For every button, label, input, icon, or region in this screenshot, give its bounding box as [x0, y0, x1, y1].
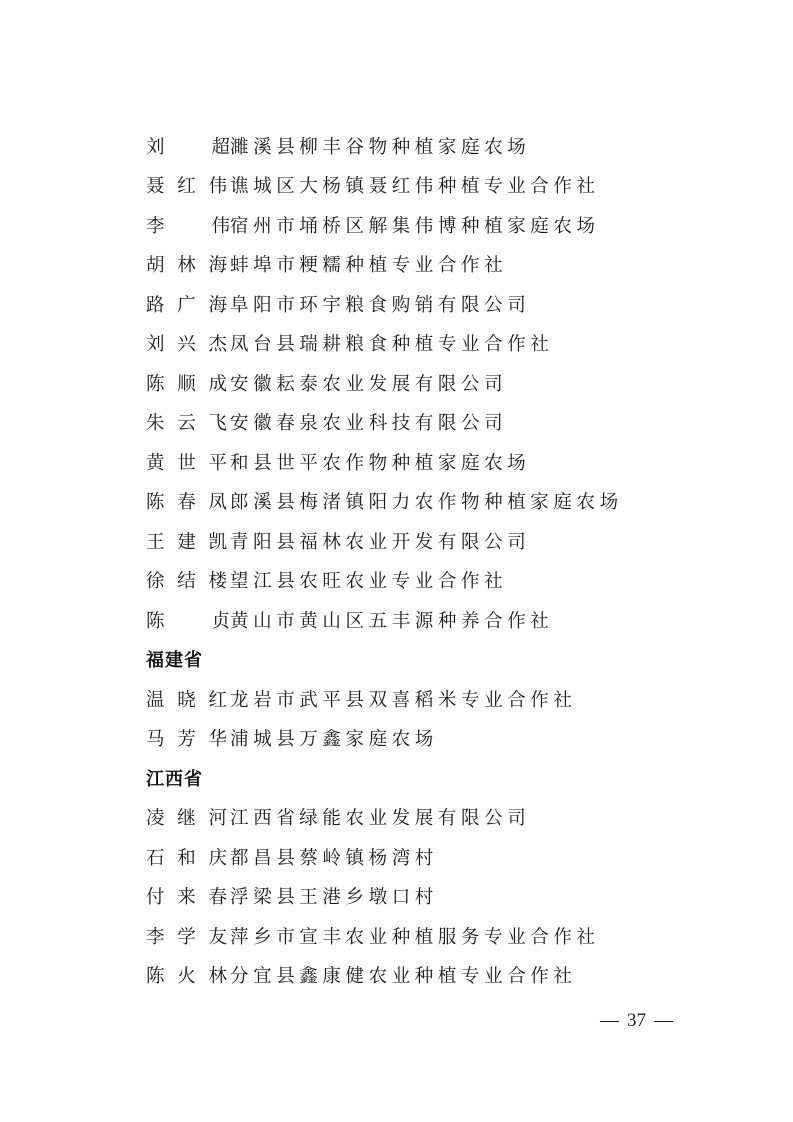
organization-name: 宿州市埇桥区解集伟博种植家庭农场	[230, 216, 600, 237]
list-item	[146, 328, 553, 358]
person-name: 王建凯	[146, 532, 230, 553]
organization-name: 郎溪县梅渚镇阳力农作物种植家庭农场	[230, 492, 623, 513]
list-item	[146, 605, 553, 635]
list-item	[146, 447, 530, 477]
list-item	[146, 842, 438, 872]
person-name: 马芳华	[146, 729, 230, 750]
organization-name: 谯城区大杨镇聂红伟种植专业合作社	[230, 176, 600, 197]
list-item	[146, 881, 438, 911]
page-number	[600, 1010, 700, 1032]
person-name: 路广海	[146, 295, 230, 316]
organization-name: 分宜县鑫康健农业种植专业合作社	[230, 966, 577, 987]
list-item	[146, 684, 577, 714]
person-name: 石和庆	[146, 848, 230, 869]
organization-name: 青阳县福林农业开发有限公司	[230, 532, 531, 553]
person-name: 温晓红	[146, 690, 230, 711]
organization-name: 蚌埠市粳糯种植专业合作社	[230, 255, 508, 276]
list-item	[146, 368, 507, 398]
person-name: 刘 超	[146, 137, 230, 158]
list-item	[146, 170, 600, 200]
person-name: 陈春凤	[146, 492, 230, 513]
list-item	[146, 210, 600, 240]
list-item	[146, 723, 438, 753]
page-number-dash-right: —	[654, 1010, 673, 1031]
page-number-value: 37	[627, 1010, 646, 1031]
organization-name: 龙岩市武平县双喜稻米专业合作社	[230, 690, 577, 711]
organization-name: 浦城县万鑫家庭农场	[230, 729, 438, 750]
list-item	[146, 289, 530, 319]
list-item	[146, 526, 530, 556]
person-name: 徐结楼	[146, 571, 230, 592]
list-item	[146, 249, 507, 279]
list-item	[146, 407, 507, 437]
page-number-dash-left: —	[600, 1010, 619, 1031]
person-name: 陈顺成	[146, 374, 230, 395]
organization-name: 凤台县瑞耕粮食种植专业合作社	[230, 334, 554, 355]
organization-name: 濉溪县柳丰谷物种植家庭农场	[230, 137, 531, 158]
organization-name: 江西省绿能农业发展有限公司	[230, 808, 531, 829]
person-name: 李学友	[146, 927, 230, 948]
list-item	[146, 921, 600, 951]
person-name: 付来春	[146, 887, 230, 908]
person-name: 陈 贞	[146, 611, 230, 632]
list-item	[146, 486, 623, 516]
organization-name: 黄山市黄山区五丰源种养合作社	[230, 611, 554, 632]
list-item	[146, 565, 507, 595]
list-item	[146, 802, 530, 832]
person-name: 朱云飞	[146, 413, 230, 434]
organization-name: 和县世平农作物种植家庭农场	[230, 453, 531, 474]
list-item	[146, 960, 577, 990]
organization-name: 萍乡市宣丰农业种植服务专业合作社	[230, 927, 600, 948]
person-name: 黄世平	[146, 453, 230, 474]
organization-name: 望江县农旺农业专业合作社	[230, 571, 508, 592]
person-name: 聂红伟	[146, 176, 230, 197]
section-heading-fujian: 福建省	[146, 650, 203, 671]
organization-name: 都昌县蔡岭镇杨湾村	[230, 848, 438, 869]
list-item	[146, 131, 530, 161]
person-name: 李 伟	[146, 216, 230, 237]
person-name: 凌继河	[146, 808, 230, 829]
person-name: 胡林海	[146, 255, 230, 276]
section-heading-jiangxi: 江西省	[146, 769, 203, 790]
organization-name: 安徽春泉农业科技有限公司	[230, 413, 508, 434]
person-name: 刘兴杰	[146, 334, 230, 355]
person-name: 陈火林	[146, 966, 230, 987]
organization-name: 安徽耘泰农业发展有限公司	[230, 374, 508, 395]
organization-name: 浮梁县王港乡墩口村	[230, 887, 438, 908]
organization-name: 阜阳市环宇粮食购销有限公司	[230, 295, 531, 316]
